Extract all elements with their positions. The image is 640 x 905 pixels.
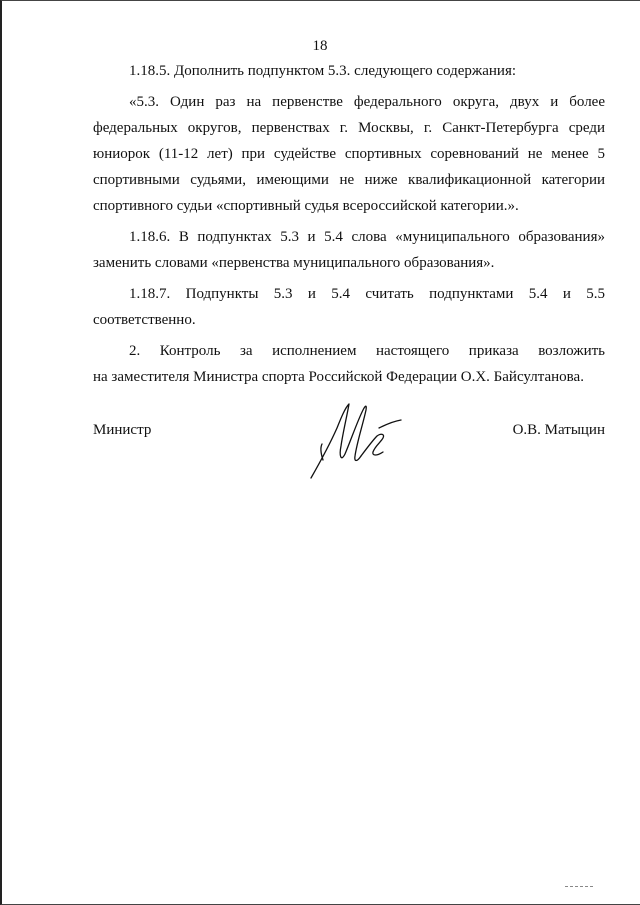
signature-block (93, 422, 605, 502)
handwritten-signature (303, 398, 413, 488)
text-line: соответственно. (93, 312, 196, 328)
paragraph-2 (93, 338, 605, 390)
text-line: спортивного судьи «спортивный судья всероссийской категории.». (93, 198, 519, 214)
paragraph-5-3-quote (93, 89, 605, 219)
text-line: 2. Контроль за исполнением настоящего приказа возложить (129, 343, 605, 359)
text-line: федеральных округов, первенствах г. Москвы, г. Санкт-Петербурга среди (93, 120, 605, 136)
paragraph-1-18-6 (93, 224, 605, 276)
signatory-name: О.В. Матыцин (512, 422, 605, 438)
document-body (93, 58, 605, 395)
paragraph-1-18-7 (93, 281, 605, 333)
text-line: на заместителя Министра спорта Российской Федерации О.Х. Байсултанова. (93, 369, 584, 385)
text-line: заменить словами «первенства муниципального образования». (93, 255, 495, 271)
paragraph-1-18-5 (93, 58, 605, 84)
text-line: «5.3. Один раз на первенстве федерального округа, двух и более (129, 94, 605, 110)
page-number: 18 (312, 38, 328, 54)
text-line: 1.18.5. Дополнить подпунктом 5.3. следующего содержания: (129, 63, 517, 79)
text-line: 1.18.7. Подпункты 5.3 и 5.4 считать подпунктами 5.4 и 5.5 (129, 286, 605, 302)
text-line: спортивными судьями, имеющими не ниже квалификационной категории (93, 172, 605, 188)
signatory-title: Министр (93, 422, 152, 438)
text-line: юниорок (11-12 лет) при судействе спортивных соревнований не менее 5 (93, 146, 605, 162)
scan-artifact (565, 884, 593, 887)
text-line: 1.18.6. В подпунктах 5.3 и 5.4 слова «муниципального образования» (129, 229, 605, 245)
